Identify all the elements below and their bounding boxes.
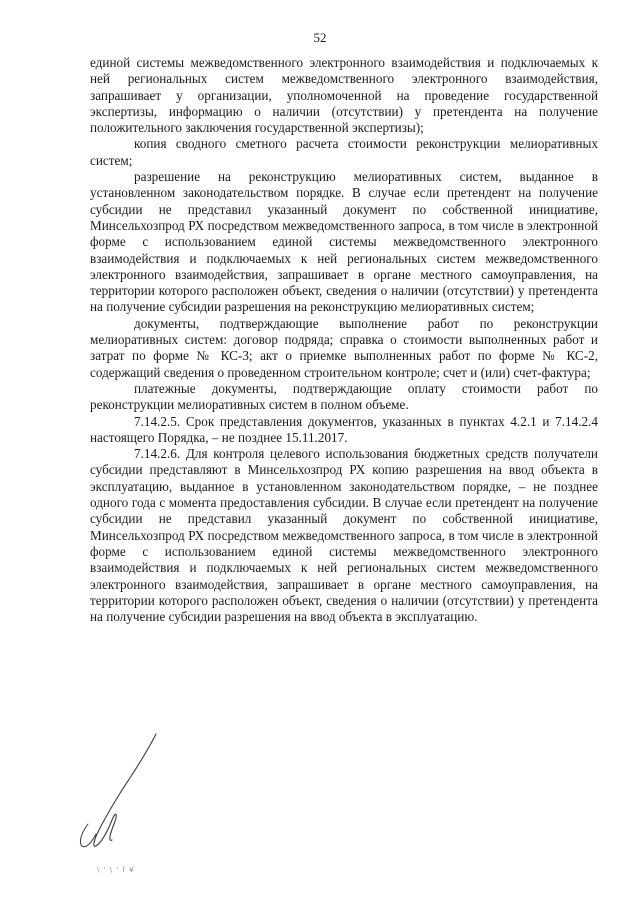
signature-stroke-main <box>94 734 156 846</box>
paragraph-estimate-copy: копия сводного сметного расчета стоимости реконструкции мелиоративных систем; <box>90 136 598 168</box>
paragraph-7-14-2-6: 7.14.2.6. Для контроля целевого использования бюджетных средств получатели субсидии представляют в Минсельхозпрод РХ копию разрешения на ввод объекта в эксплуатацию, выданное в установленном законодательством порядке, – не позднее одного года с момента предоставления субсидии. В случае если претендент на получение субсидии не представил указанный документ по собственной инициативе, Минсельхозпрод РХ посредством межведомственного запроса, в том числе в электронной форме с использованием единой системы межведомственного электронного взаимодействия и подключаемых к ней региональных систем межведомственного электронного взаимодействия, запрашивает в органе местного самоуправления, на территории которого расположен объект, сведения о наличии (отсутствии) у претендента на получение субсидии разрешения на ввод объекта в эксплуатацию. <box>90 446 598 625</box>
paragraph-payment-documents: платежные документы, подтверждающие оплату стоимости работ по реконструкции мелиоративных систем в полном объеме. <box>90 380 598 413</box>
paragraph-reconstruction-permit: разрешение на реконструкцию мелиоративных систем, выданное в установленном законодательством порядке. В случае если претендент на получение субсидии не представил указанный документ по собственной инициативе, Минсельхозпрод РХ посредством межведомственного запроса, в том числе в электронной форме с использованием единой системы межведомственного электронного взаимодействия и подключаемых к ней региональных систем межведомственного электронного взаимодействия, запрашивает в органе местного самоуправления, на территории которого расположен объект, сведения о наличии (отсутствии) у претендента на получение субсидии разрешения на реконструкцию мелиоративных систем; <box>90 169 598 315</box>
handwritten-signature <box>68 728 188 858</box>
footer-mark: \ ' \ ' ſ ¥ <box>97 866 135 874</box>
document-body <box>90 55 598 625</box>
page-number: 52 <box>313 30 327 45</box>
paragraph-work-documents: документы, подтверждающие выполнение работ по реконструкции мелиоративных систем: договор подряда; справка о стоимости выполненных работ и затрат по форме № КС-3; акт о приемке выполненных работ по форме № КС-2, содержащий сведения о проведенном строительном контроле; счет и (или) счет-фактура; <box>90 315 598 380</box>
paragraph-7-14-2-5: 7.14.2.5. Срок представления документов, указанных в пунктах 4.2.1 и 7.14.2.4 настоящего Порядка, – не позднее 15.11.2017. <box>90 413 598 445</box>
paragraph-continuation: единой системы межведомственного электронного взаимодействия и подключаемых к ней региональных систем межведомственного электронного взаимодействия, запрашивает у организации, уполномоченной на проведение государственной экспертизы, информацию о наличии (отсутствии) у претендента на получение положительного заключения государственной экспертизы); <box>90 55 598 136</box>
